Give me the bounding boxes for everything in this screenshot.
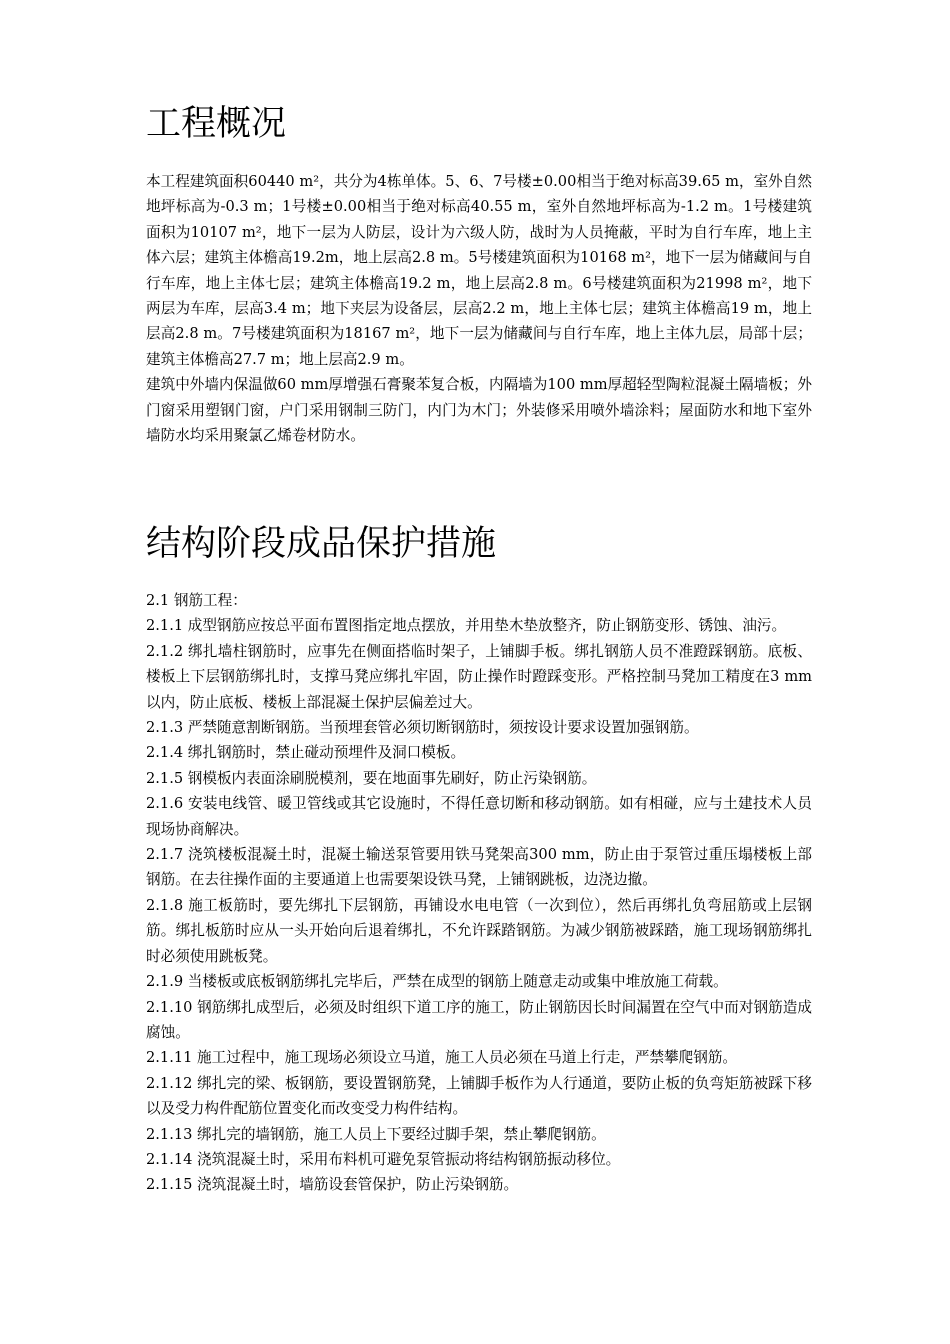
section-heading-protection: 结构阶段成品保护措施 [146, 524, 497, 564]
list-item: 2.1.5 钢模板内表面涂刷脱模剂，要在地面事先刷好，防止污染钢筋。 [146, 769, 597, 787]
section-body-overview [146, 169, 812, 448]
list-item: 2.1.2 绑扎墙柱钢筋时，应事先在侧面搭临时架子，上铺脚手板。绑扎钢筋人员不准蹬踩钢筋。底板、楼板上下层钢筋绑扎时，支撑马凳应绑扎牢固，防止操作时蹬踩变形。严格控制马凳加工精度在3 mm以内，防止底板、楼板上部混凝土保护层偏差过大。 [146, 642, 812, 711]
list-item: 2.1.3 严禁随意割断钢筋。当预埋套管必须切断钢筋时，须按设计要求设置加强钢筋。 [146, 719, 699, 737]
section-heading-overview: 工程概况 [146, 104, 287, 144]
list-item: 2.1.10 钢筋绑扎成型后，必须及时组织下道工序的施工，防止钢筋因长时间漏置在空气中而对钢筋造成腐蚀。 [146, 998, 812, 1041]
section-body-protection [146, 588, 812, 1198]
list-item: 2.1.13 绑扎完的墙钢筋，施工人员上下要经过脚手架，禁止攀爬钢筋。 [146, 1125, 606, 1143]
list-item: 2.1.11 施工过程中，施工现场必须设立马道，施工人员必须在马道上行走，严禁攀爬钢筋。 [146, 1049, 738, 1067]
paragraph: 建筑中外墙内保温做60 mm厚增强石膏聚苯复合板，内隔墙为100 mm厚超轻型陶粒混凝土隔墙板；外门窗采用塑钢门窗，户门采用钢制三防门，内门为木门；外装修采用喷外墙涂料；屋面防水和地下室外墙防水均采用聚氯乙烯卷材防水。 [146, 376, 812, 445]
list-item: 2.1.6 安装电线管、暖卫管线或其它设施时，不得任意切断和移动钢筋。如有相碰，应与土建技术人员现场协商解决。 [146, 795, 812, 838]
list-item: 2.1.4 绑扎钢筋时，禁止碰动预埋件及洞口模板。 [146, 744, 466, 762]
list-item: 2.1.9 当楼板或底板钢筋绑扎完毕后，严禁在成型的钢筋上随意走动或集中堆放施工荷载。 [146, 973, 728, 991]
subsection-heading: 2.1 钢筋工程： [146, 592, 247, 609]
list-item: 2.1.14 浇筑混凝土时，采用布料机可避免泵管振动将结构钢筋振动移位。 [146, 1150, 621, 1168]
list-item: 2.1.8 施工板筋时，要先绑扎下层钢筋，再铺设水电电管（一次到位），然后再绑扎负弯屈筋或上层钢筋。绑扎板筋时应从一头开始向后退着绑扎，不允许踩踏钢筋。为减少钢筋被踩踏，施工现场钢筋绑扎时必须使用跳板凳。 [146, 896, 812, 965]
paragraph: 本工程建筑面积60440 m²，共分为4栋单体。5、6、7号楼±0.00相当于绝对标高39.65 m，室外自然地坪标高为-0.3 m；1号楼±0.00相当于绝对标高40.55 m，室外自然地坪标高为-1.2 m。1号楼建筑面积为10107 m²，地下一层为人防层，设计为六级人防，战时为人员掩蔽，平时为自行车库，地上主体六层；建筑主体檐高19.2m，地上层高2.8 m。5号楼建筑面积为10168 m²，地下一层为储藏间与自行车库，地上主体七层；建筑主体檐高19.2 m，地上层高2.8 m。6号楼建筑面积为21998 m²，地下两层为车库，层高3.4 m；地下夹层为设备层，层高2.2 m，地上主体七层；建筑主体檐高19 m，地上层高2.8 m。7号楼建筑面积为18167 m²，地下一层为储藏间与自行车库，地上主体九层，局部十层；建筑主体檐高27.7 m；地上层高2.9 m。 [146, 173, 812, 368]
list-item: 2.1.12 绑扎完的梁、板钢筋，要设置钢筋凳，上铺脚手板作为人行通道，要防止板的负弯矩筋被踩下移以及受力构件配筋位置变化而改变受力构件结构。 [146, 1074, 812, 1118]
list-item: 2.1.1 成型钢筋应按总平面布置图指定地点摆放，并用垫木垫放整齐，防止钢筋变形、锈蚀、油污。 [146, 617, 787, 635]
list-item: 2.1.7 浇筑楼板混凝土时，混凝土输送泵管要用铁马凳架高300 mm，防止由于泵管过重压塌楼板上部钢筋。在去往操作面的主要通道上也需要架设铁马凳，上铺钢跳板，边浇边撤。 [146, 846, 812, 889]
list-item: 2.1.15 浇筑混凝土时，墙筋设套管保护，防止污染钢筋。 [146, 1176, 519, 1194]
